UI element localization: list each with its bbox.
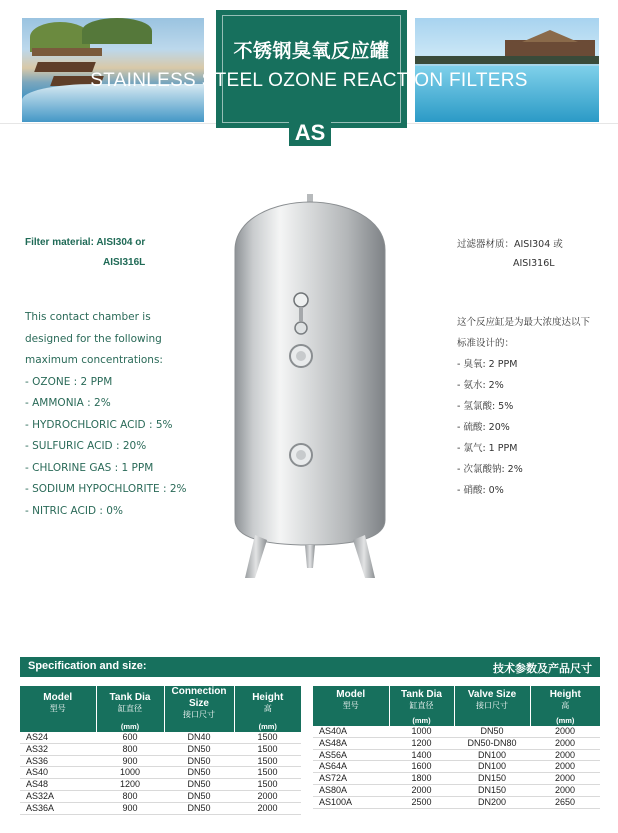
table-cell: 1600 bbox=[389, 761, 454, 773]
col-header: Connection Size 接口尺寸 bbox=[164, 686, 234, 720]
table-cell: 2650 bbox=[530, 796, 600, 808]
table-cell: 600 bbox=[96, 732, 164, 743]
unit-cell bbox=[313, 714, 389, 726]
table-row bbox=[313, 749, 600, 761]
intro-en-line: This contact chamber is bbox=[25, 311, 151, 323]
tank-illustration bbox=[215, 190, 405, 585]
limit-item-cn: - 臭氧: 2 PPM bbox=[457, 359, 518, 370]
limit-item-en: - HYDROCHLORIC ACID : 5% bbox=[25, 418, 173, 431]
spec-title-en: Specification and size: bbox=[28, 660, 147, 672]
table-cell: AS72A bbox=[313, 773, 389, 785]
model-badge: AS bbox=[289, 118, 331, 146]
pressure-gauge-icon bbox=[294, 293, 308, 307]
table-cell: DN100 bbox=[454, 749, 530, 761]
table-cell: AS64A bbox=[313, 761, 389, 773]
limit-item-cn: - 氨水: 2% bbox=[457, 380, 504, 391]
table-cell: DN50 bbox=[164, 743, 234, 755]
limit-item-en: - AMMONIA : 2% bbox=[25, 397, 111, 409]
unit-cell bbox=[164, 720, 234, 732]
table-row bbox=[313, 761, 600, 773]
table-cell: 1200 bbox=[389, 737, 454, 749]
unit-cell: (mm) bbox=[234, 720, 301, 732]
table-cell: 2000 bbox=[234, 790, 301, 802]
col-header: Tank Dia 缸直径 bbox=[96, 686, 164, 720]
tank-leg bbox=[245, 535, 267, 578]
spec-header-bar bbox=[20, 657, 600, 677]
table-cell: 900 bbox=[96, 755, 164, 767]
table-cell: DN100 bbox=[454, 761, 530, 773]
table-cell: 2000 bbox=[530, 749, 600, 761]
limit-item-en: - SULFURIC ACID : 20% bbox=[25, 440, 147, 452]
table-cell: AS32A bbox=[20, 790, 96, 802]
table-cell: AS100A bbox=[313, 796, 389, 808]
unit-cell bbox=[454, 714, 530, 726]
table-cell: AS40 bbox=[20, 767, 96, 779]
limit-item-en: - NITRIC ACID : 0% bbox=[25, 504, 123, 517]
table-row bbox=[20, 779, 301, 791]
table-row bbox=[20, 767, 301, 779]
table-row bbox=[20, 755, 301, 767]
table-cell: 2000 bbox=[530, 761, 600, 773]
table-cell: 1500 bbox=[234, 732, 301, 743]
table-cell: DN40 bbox=[164, 732, 234, 743]
title-box bbox=[216, 10, 407, 128]
table-cell: 2000 bbox=[530, 784, 600, 796]
table-row bbox=[313, 726, 600, 737]
intro-en bbox=[25, 307, 187, 522]
unit-cell: (mm) bbox=[96, 720, 164, 732]
table-cell: AS24 bbox=[20, 732, 96, 743]
table-cell: 2000 bbox=[234, 802, 301, 814]
table-cell: 1000 bbox=[96, 767, 164, 779]
unit-cell: (mm) bbox=[530, 714, 600, 726]
unit-cell bbox=[20, 720, 96, 732]
table-cell: 1200 bbox=[96, 779, 164, 791]
col-header: Model 型号 bbox=[313, 686, 389, 714]
chinese-title: 不锈钢臭氧反应罐 bbox=[233, 40, 390, 62]
spec-title-cn: 技术参数及产品尺寸 bbox=[493, 662, 592, 675]
col-header: Height 高 bbox=[234, 686, 301, 720]
unit-cell: (mm) bbox=[389, 714, 454, 726]
limit-item-cn: - 硝酸: 0% bbox=[457, 485, 504, 496]
material-en-line1: Filter material: AISI304 or bbox=[25, 237, 146, 248]
table-cell: 2500 bbox=[389, 796, 454, 808]
spec-table-left bbox=[20, 686, 301, 815]
table-cell: DN50 bbox=[164, 755, 234, 767]
table-cell: AS80A bbox=[313, 784, 389, 796]
intro-en-line: designed for the following bbox=[25, 332, 162, 345]
col-header: Model 型号 bbox=[20, 686, 96, 720]
table-cell: 800 bbox=[96, 790, 164, 802]
table-row bbox=[313, 737, 600, 749]
tank-leg bbox=[305, 545, 315, 568]
table-cell: 1400 bbox=[389, 749, 454, 761]
limit-item-en: - OZONE : 2 PPM bbox=[25, 375, 113, 388]
table-row bbox=[313, 773, 600, 785]
table-cell: 1500 bbox=[234, 779, 301, 791]
table-cell: DN50 bbox=[164, 802, 234, 814]
limit-item-en: - CHLORINE GAS : 1 PPM bbox=[25, 461, 154, 474]
table-cell: AS40A bbox=[313, 726, 389, 737]
limit-item-cn: - 次氯酸钠: 2% bbox=[457, 464, 523, 475]
table-cell: AS48 bbox=[20, 779, 96, 791]
table-cell: AS48A bbox=[313, 737, 389, 749]
table-cell: DN200 bbox=[454, 796, 530, 808]
table-cell: DN150 bbox=[454, 784, 530, 796]
limit-item-cn: - 氢氯酸: 5% bbox=[457, 401, 514, 412]
material-cn-line2: AISI316L bbox=[513, 258, 555, 269]
table-cell: 1000 bbox=[389, 726, 454, 737]
table-cell: 2000 bbox=[530, 773, 600, 785]
table-row bbox=[20, 802, 301, 814]
sight-glass-icon bbox=[295, 322, 307, 334]
table-row bbox=[20, 743, 301, 755]
table-row bbox=[20, 732, 301, 743]
table-cell: DN50 bbox=[164, 779, 234, 791]
tank-leg bbox=[353, 535, 375, 578]
table-cell: DN50 bbox=[164, 790, 234, 802]
table-cell: AS36 bbox=[20, 755, 96, 767]
table-cell: DN50-DN80 bbox=[454, 737, 530, 749]
intro-cn-line: 标准设计的： bbox=[457, 338, 515, 349]
col-header: Height 高 bbox=[530, 686, 600, 714]
table-cell: AS36A bbox=[20, 802, 96, 814]
limit-item-cn: - 硫酸: 20% bbox=[457, 422, 510, 433]
col-header: Tank Dia 缸直径 bbox=[389, 686, 454, 714]
table-cell: 2000 bbox=[530, 726, 600, 737]
english-title: STAINLESS STEEL OZONE REACTION FILTERS bbox=[90, 70, 528, 91]
table-cell: 2000 bbox=[389, 784, 454, 796]
table-cell: 1500 bbox=[234, 743, 301, 755]
table-cell: 1500 bbox=[234, 767, 301, 779]
table-cell: DN150 bbox=[454, 773, 530, 785]
limit-item-cn: - 氯气: 1 PPM bbox=[457, 443, 518, 454]
intro-cn-line: 这个反应缸是为最大浓度达以下 bbox=[457, 317, 591, 328]
material-cn-line1: 过滤器材质：AISI304 或 bbox=[457, 239, 563, 250]
table-cell: 1800 bbox=[389, 773, 454, 785]
table-cell: DN50 bbox=[454, 726, 530, 737]
spec-table-right bbox=[313, 686, 600, 809]
table-cell: AS32 bbox=[20, 743, 96, 755]
table-cell: 2000 bbox=[530, 737, 600, 749]
intro-cn bbox=[457, 312, 590, 501]
table-row bbox=[313, 796, 600, 808]
table-cell: 800 bbox=[96, 743, 164, 755]
table-cell: 1500 bbox=[234, 755, 301, 767]
table-row bbox=[20, 790, 301, 802]
col-header: Valve Size 接口尺寸 bbox=[454, 686, 530, 714]
tank-body bbox=[235, 202, 385, 545]
table-cell: DN50 bbox=[164, 767, 234, 779]
limit-item-en: - SODIUM HYPOCHLORITE : 2% bbox=[25, 483, 187, 495]
table-cell: 900 bbox=[96, 802, 164, 814]
table-cell: AS56A bbox=[313, 749, 389, 761]
material-en-line2: AISI316L bbox=[103, 257, 146, 268]
intro-en-line: maximum concentrations: bbox=[25, 354, 163, 366]
table-row bbox=[313, 784, 600, 796]
